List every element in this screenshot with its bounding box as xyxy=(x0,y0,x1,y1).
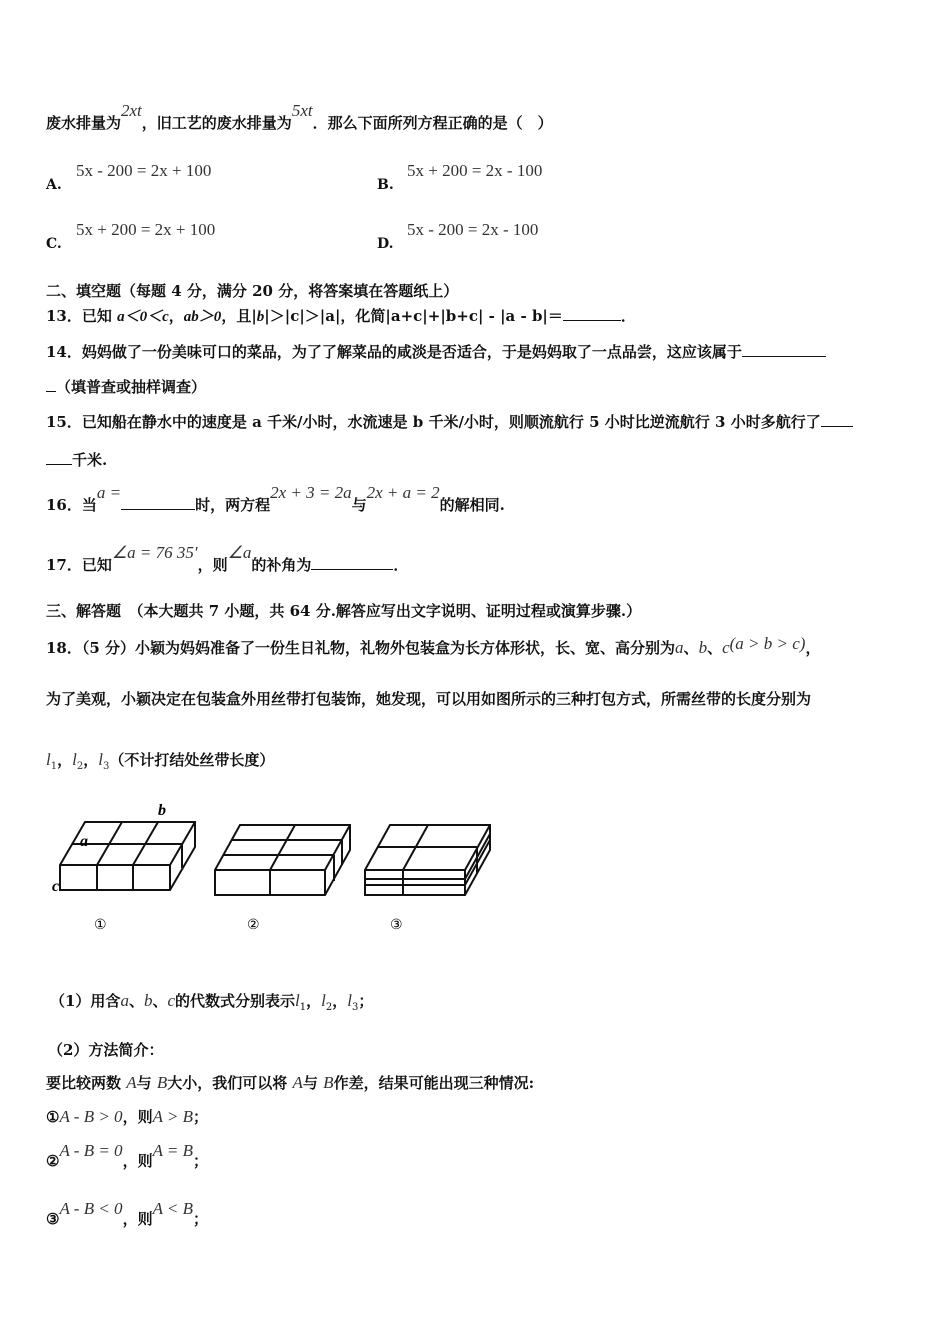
part1-comma-2: ， xyxy=(332,992,348,1010)
q18-comma-2: ， xyxy=(83,751,99,769)
q18-var-c: c xyxy=(722,638,730,657)
q18-var-a: a xyxy=(675,638,684,657)
q16-text-4: 的解相同. xyxy=(439,496,505,514)
q13 xyxy=(46,305,636,326)
q18-note: （不计打结处丝带长度） xyxy=(109,751,275,769)
part2-case-1 xyxy=(46,1106,208,1127)
case2-marker: ② xyxy=(46,1152,60,1170)
q13-cond2: ab＞0 xyxy=(183,309,222,325)
q18-line-3 xyxy=(46,749,274,772)
part1-l2-subscript: 2 xyxy=(325,1002,333,1013)
q18-line-2: 为了美观，小颖决定在包装盒外用丝带打包装饰，她发现，可以用如图所示的三种打包方式，所需丝带的长度分别为 xyxy=(46,690,812,708)
option-c[interactable] xyxy=(46,220,216,252)
q17-angle: ∠a xyxy=(227,543,252,562)
q17-angle-value: ∠a = 76 35′ xyxy=(111,543,198,562)
q18-l3-subscript: 3 xyxy=(102,761,110,772)
q12-text-3: ．那么下面所列方程正确的是（ ） xyxy=(312,114,553,132)
box-2 xyxy=(215,825,350,895)
case3-then: ，则 xyxy=(122,1210,153,1228)
q15-line-1 xyxy=(46,411,853,432)
q18-text-2: ， xyxy=(805,639,821,657)
part2-var-A-2: A xyxy=(292,1073,303,1092)
q13-end: ． xyxy=(620,307,636,325)
q12-math-5xt: 5xt xyxy=(291,101,313,120)
q16-equation-2: 2x + a = 2 xyxy=(366,483,440,502)
figure-caption-3: ③ xyxy=(390,917,403,933)
q14-line-2 xyxy=(46,376,206,397)
option-a[interactable] xyxy=(46,161,212,193)
case3-result: A < B xyxy=(152,1199,194,1218)
q17-answer-blank[interactable] xyxy=(311,555,393,570)
q18-sep-b: 、 xyxy=(707,639,723,657)
option-a-letter: A. xyxy=(46,177,62,193)
q16 xyxy=(46,483,505,515)
q18-condition: (a > b > c) xyxy=(729,634,806,653)
q13-rest: |＞|c|＞|a|，化简|a+c|+|b+c| - |a - b|＝ xyxy=(264,307,563,325)
option-b-letter: B. xyxy=(377,177,394,193)
q14-line-1 xyxy=(46,341,826,362)
q17-text-1: 17．已知 xyxy=(46,556,112,574)
part1-l1: l xyxy=(295,991,300,1010)
case3-marker: ③ xyxy=(46,1210,60,1228)
case2-result: A = B xyxy=(152,1141,194,1160)
option-c-equation: 5x + 200 = 2x + 100 xyxy=(76,220,216,239)
q16-text-2: 时，两方程 xyxy=(195,496,271,514)
q14-text: 14．妈妈做了一份美味可口的菜品，为了了解菜品的咸淡是否适合，于是妈妈取了一点品尝，这应该属于 xyxy=(46,343,742,361)
q18-sep-a: 、 xyxy=(683,639,699,657)
part1-l3-subscript: 3 xyxy=(352,1002,359,1013)
option-d[interactable] xyxy=(377,220,539,252)
q18-text-1: 18．（5 分）小颖为妈妈准备了一份生日礼物，礼物外包装盒为长方体形状，长、宽、高分别为 xyxy=(46,639,676,657)
q13-b: b xyxy=(256,309,265,325)
q14-answer-blank[interactable] xyxy=(742,342,826,357)
option-d-equation: 5x - 200 = 2x - 100 xyxy=(407,220,539,239)
q15-line-2 xyxy=(46,449,107,470)
q13-cond1: a＜0＜c xyxy=(117,309,169,325)
section-2-heading: 二、填空题（每题 4 分，满分 20 分，将答案填在答题纸上） xyxy=(46,282,459,300)
q13-sep1: ， xyxy=(168,307,184,325)
q18-l1: l xyxy=(46,750,51,769)
q18-var-b: b xyxy=(698,638,708,657)
option-a-equation: 5x - 200 = 2x + 100 xyxy=(76,161,212,180)
box-3 xyxy=(365,825,490,895)
part2-intro-4: 作差，结果可能出现三种情况: xyxy=(333,1074,535,1092)
q16-math-a: a = xyxy=(96,483,122,502)
part1-var-a: a xyxy=(120,991,129,1010)
q18-l1-subscript: 1 xyxy=(50,761,58,772)
part2-var-A: A xyxy=(126,1073,137,1092)
part1-l2: l xyxy=(321,991,326,1010)
case2-semicolon: ； xyxy=(193,1152,209,1170)
q12-text-1: 废水排量为 xyxy=(46,114,122,132)
q18-l2: l xyxy=(72,750,77,769)
part2-intro-2b: 与 xyxy=(302,1074,318,1092)
case3-semicolon: ； xyxy=(193,1210,209,1228)
part1-text-1: （1）用含 xyxy=(50,992,121,1010)
option-b[interactable] xyxy=(377,161,543,193)
part1-l3: l xyxy=(347,991,353,1010)
q13-sep2: ，且| xyxy=(221,307,257,325)
q12-math-2xt: 2xt xyxy=(121,101,142,120)
q13-answer-blank[interactable] xyxy=(563,306,621,321)
part1-var-c: c xyxy=(167,991,176,1010)
part2-title: （2）方法简介： xyxy=(48,1041,164,1059)
q17-text-4: ． xyxy=(393,556,409,574)
q18-part-1 xyxy=(50,990,373,1013)
q12-stem xyxy=(46,101,553,133)
part1-sep-2: 、 xyxy=(152,992,168,1010)
q18-line-1 xyxy=(46,634,821,658)
q15-text: 15．已知船在静水中的速度是 a 千米/小时，水流速是 b 千米/小时，则顺流航行 5 小时比逆流航行 3 小时多航行了 xyxy=(46,413,821,431)
part2-intro-3: 大小，我们可以将 xyxy=(167,1074,288,1092)
case1-then: ，则 xyxy=(122,1108,153,1126)
case2-expression: A - B = 0 xyxy=(59,1141,123,1160)
part2-case-3 xyxy=(46,1199,209,1229)
part1-sep-1: 、 xyxy=(128,992,144,1010)
case1-semicolon: ； xyxy=(193,1108,209,1126)
q15-answer-blank[interactable] xyxy=(821,412,853,427)
figure-label-a: a xyxy=(80,833,88,850)
q18-comma-1: ， xyxy=(57,751,73,769)
case1-expression: A - B > 0 xyxy=(59,1107,123,1126)
q18-l3: l xyxy=(98,750,103,769)
q18-l2-subscript: 2 xyxy=(76,761,84,772)
option-c-letter: C. xyxy=(46,236,62,252)
part2-case-2 xyxy=(46,1141,209,1171)
q14-hint: （填普查或抽样调查） xyxy=(56,378,207,396)
section-3-heading: 三、解答题 （本大题共 7 小题，共 64 分.解答应写出文字说明、证明过程或演算步骤.） xyxy=(46,602,642,620)
q16-answer-blank[interactable] xyxy=(121,495,195,510)
part1-var-b: b xyxy=(143,991,153,1010)
q12-text-2: ，旧工艺的废水排量为 xyxy=(141,114,292,132)
q17-text-2: ，则 xyxy=(197,556,228,574)
option-b-equation: 5x + 200 = 2x - 100 xyxy=(407,161,543,180)
case1-marker: ① xyxy=(46,1108,60,1126)
case1-result: A > B xyxy=(152,1107,194,1126)
q16-text-3: 与 xyxy=(351,496,367,514)
figure-caption-1: ① xyxy=(94,917,107,933)
gift-box-figure xyxy=(40,795,510,945)
part2-intro-1: 要比较两数 xyxy=(46,1074,122,1092)
part1-comma-1: ， xyxy=(306,992,322,1010)
part1-text-2: 的代数式分别表示 xyxy=(175,992,296,1010)
q17-text-3: 的补角为 xyxy=(251,556,312,574)
q16-equation-1: 2x + 3 = 2a xyxy=(270,483,352,502)
case3-expression: A - B < 0 xyxy=(59,1199,123,1218)
part1-end: ； xyxy=(358,992,374,1010)
part1-l1-subscript: 1 xyxy=(299,1002,307,1013)
part2-var-B: B xyxy=(156,1073,168,1092)
q17 xyxy=(46,543,409,575)
q16-text-1: 16．当 xyxy=(46,496,97,514)
option-d-letter: D. xyxy=(377,236,394,252)
figure-label-c: c xyxy=(52,878,60,895)
figure-caption-2: ② xyxy=(247,917,260,933)
figure-label-b: b xyxy=(158,802,166,819)
q13-num: 13．已知 xyxy=(46,307,118,325)
case2-then: ，则 xyxy=(122,1152,153,1170)
part2-intro-2: 与 xyxy=(136,1074,152,1092)
q15-unit: 千米. xyxy=(72,451,108,469)
q14-blank-tail[interactable] xyxy=(46,377,56,392)
part2-var-B-2: B xyxy=(323,1073,334,1092)
q15-blank-tail[interactable] xyxy=(46,450,72,465)
part2-intro xyxy=(46,1072,534,1093)
